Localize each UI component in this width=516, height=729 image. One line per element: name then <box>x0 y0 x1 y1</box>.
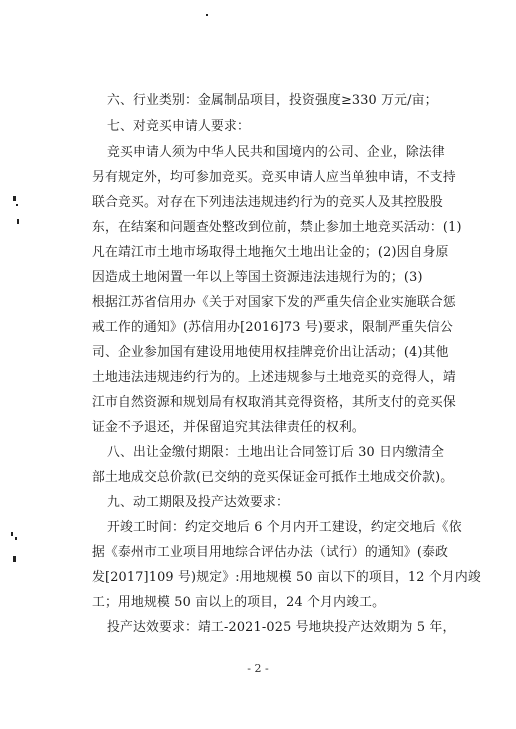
scan-speck <box>11 532 13 536</box>
paragraph-line: 联合竞买。对存在下列违法违规违约行为的竞买人及其控股股 <box>92 195 443 210</box>
production-requirement-line: 投产达效要求：靖工-2021-025 号地块投产达效期为 5 年， <box>107 620 456 635</box>
paragraph-line: 戒工作的通知》(苏信用办[2016]73 号)要求，限制严重失信公 <box>92 320 454 335</box>
paragraph-line: 因造成土地闲置一年以上等国土资源违法违规行为的；(3) <box>92 270 423 285</box>
page-number: - 2 - <box>247 662 269 675</box>
scan-speck <box>13 196 16 201</box>
paragraph-line: 司、企业参加国有建设用地使用权挂牌竞价出让活动；(4)其他 <box>92 345 449 360</box>
paragraph-line: 据《泰州市工业项目用地综合评估办法（试行）的通知》(泰政 <box>92 545 449 560</box>
section-nine-heading: 九、动工期限及投产达效要求： <box>107 495 289 510</box>
paragraph-line: 凡在靖江市土地市场取得土地拖欠土地出让金的；(2)因自身原 <box>92 245 449 260</box>
section-eight-payment: 八、出让金缴付期限：土地出让合同签订后 30 日内缴清全 <box>107 445 445 460</box>
paragraph-line: 东，在结案和问题查处整改到位前，禁止参加土地竞买活动：(1) <box>92 220 462 235</box>
construction-time-line: 开竣工时间：约定交地后 6 个月内开工建设，约定交地后《依 <box>107 520 462 535</box>
paragraph-line: 工；用地规模 50 亩以上的项目，24 个月内竣工。 <box>92 595 386 610</box>
scan-speck <box>15 537 17 540</box>
paragraph-line: 江市自然资源和规划局有权取消其竞得资格，其所支付的竞买保 <box>92 395 456 410</box>
scan-speck <box>17 219 19 224</box>
paragraph-line: 另有规定外，均可参加竞买。竞买申请人应当单独申请，不支持 <box>92 170 456 185</box>
paragraph-line: 土地违法违规违约行为的。上述违规参与土地竞买的竞得人，靖 <box>92 370 456 385</box>
section-six-industry: 六、行业类别：金属制品项目，投资强度≥330 万元/亩； <box>107 93 438 108</box>
scan-speck <box>13 556 16 562</box>
paragraph-line: 证金不予退还，并保留追究其法律责任的权利。 <box>92 420 365 435</box>
paragraph-line: 根据江苏省信用办《关于对国家下发的严重失信企业实施联合惩 <box>92 295 456 310</box>
section-seven-heading: 七、对竞买申请人要求： <box>107 119 250 134</box>
scan-speck <box>16 204 18 206</box>
paragraph-line: 发[2017]109 号)规定》:用地规模 50 亩以下的项目，12 个月内竣 <box>92 570 481 585</box>
paragraph-line: 竞买申请人须为中华人民共和国境内的公司、企业，除法律 <box>107 145 445 160</box>
scan-speck <box>206 14 208 16</box>
paragraph-line: 部土地成交总价款(已交纳的竞买保证金可抵作土地成交价款)。 <box>92 470 454 485</box>
